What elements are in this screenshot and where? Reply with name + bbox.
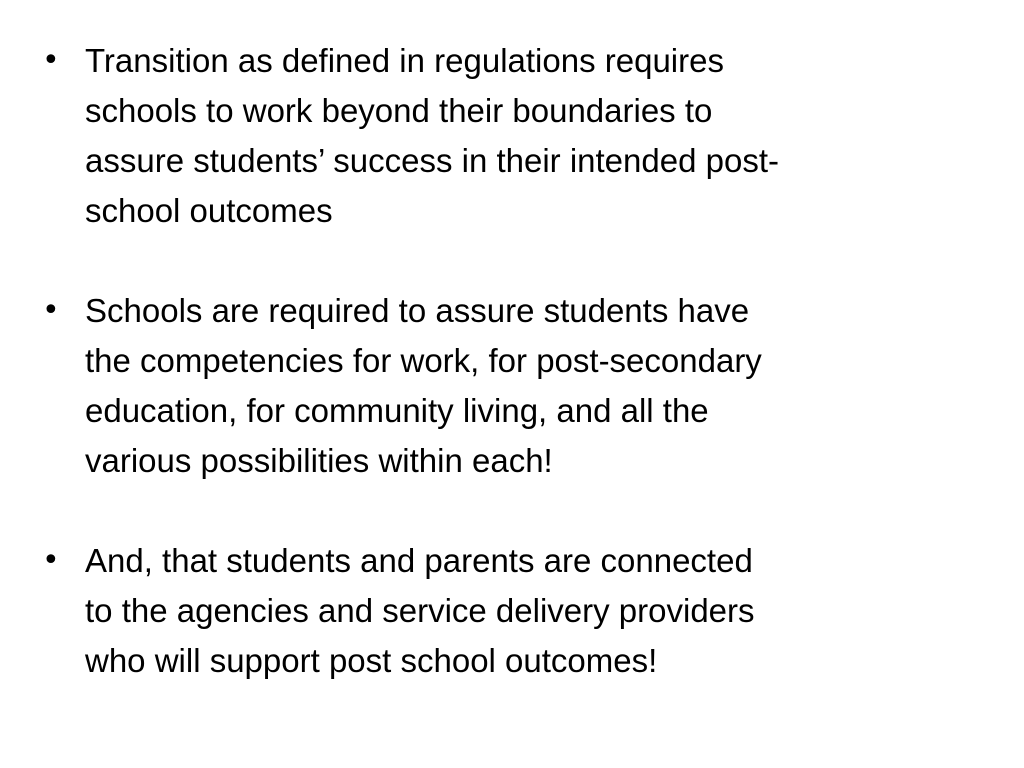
bullet-icon: • (42, 43, 60, 78)
bullet-icon: • (42, 543, 60, 578)
bullet-item (42, 536, 992, 686)
bullet-list (42, 36, 992, 686)
bullet-item (42, 286, 992, 486)
bullet-text: Transition as defined in regulations requires schools to work beyond their boundaries to assure students’ success in their intended post- school outcomes (85, 42, 779, 229)
bullet-item (42, 36, 992, 236)
bullet-text: Schools are required to assure students have the competencies for work, for post-secondary education, for community living, and all the various possibilities within each! (85, 292, 762, 479)
bullet-icon: • (42, 293, 60, 328)
bullet-text: And, that students and parents are connected to the agencies and service delivery providers who will support post school outcomes! (85, 542, 755, 679)
